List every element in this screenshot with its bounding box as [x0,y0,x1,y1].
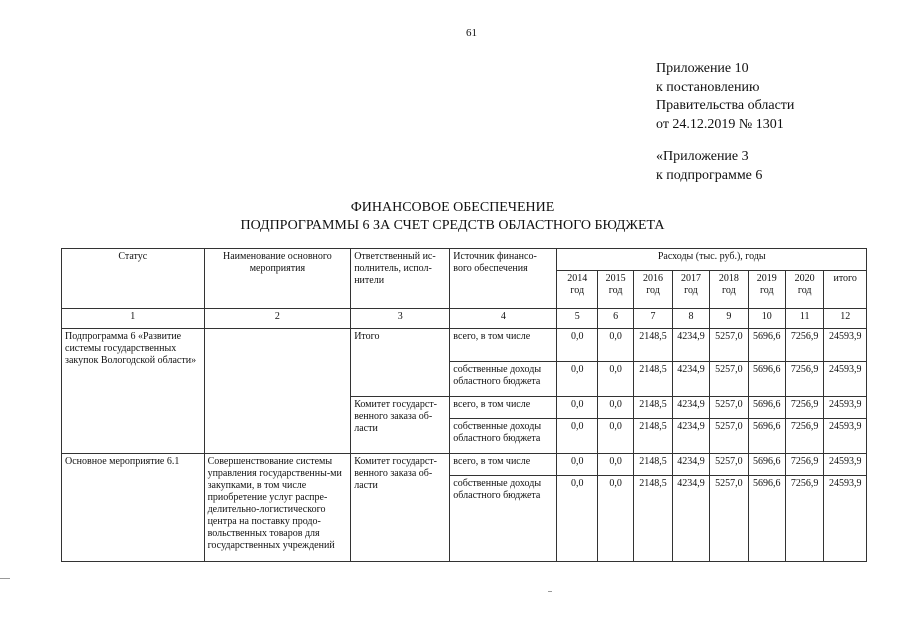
value-cell: 5696,6 [748,397,785,419]
row-executor: Комитет государст-венного заказа об-ласти [351,397,450,454]
value-cell: 5257,0 [710,419,748,454]
header-year: итого [824,271,867,309]
financing-table [61,248,867,562]
value-cell: 4234,9 [672,397,709,419]
value-cell: 0,0 [557,329,597,362]
column-number: 11 [785,309,823,329]
value-cell: 2148,5 [634,419,672,454]
value-cell: 0,0 [597,397,633,419]
value-cell: 0,0 [557,362,597,397]
value-cell: 24593,9 [824,329,867,362]
value-cell: 0,0 [557,397,597,419]
value-cell: 5257,0 [710,329,748,362]
value-cell: 24593,9 [824,397,867,419]
value-cell: 4234,9 [672,362,709,397]
value-cell: 2148,5 [634,329,672,362]
title-line: ПОДПРОГРАММЫ 6 ЗА СЧЕТ СРЕДСТВ ОБЛАСТНОГО БЮДЖЕТА [240,218,665,233]
value-cell: 5696,6 [748,329,785,362]
value-cell: 2148,5 [634,454,672,476]
value-cell: 7256,9 [785,454,823,476]
row-executor: Комитет государст-венного заказа об-ласти [351,454,450,562]
header-year: 2020 год [785,271,823,309]
page-number: 61 [466,27,477,39]
value-cell: 5257,0 [710,362,748,397]
value-cell: 7256,9 [785,419,823,454]
column-number: 6 [597,309,633,329]
header-status: Статус [62,249,205,309]
header-source: Источник финансо-вого обеспечения [450,249,557,309]
value-cell: 2148,5 [634,397,672,419]
value-cell: 0,0 [557,454,597,476]
appendix-block [656,60,794,134]
value-cell: 5696,6 [748,476,785,562]
row-status: Подпрограмма 6 «Развитие системы государственных закупок Вологодской области» [62,329,205,454]
value-cell: 0,0 [597,329,633,362]
value-cell: 5696,6 [748,419,785,454]
scan-artifact [548,591,552,592]
value-cell: 7256,9 [785,476,823,562]
value-cell: 7256,9 [785,329,823,362]
header-executor: Ответственный ис-полнитель, испол-нители [351,249,450,309]
column-number: 8 [672,309,709,329]
row-source: всего, в том числе [450,397,557,419]
column-number: 10 [748,309,785,329]
row-name: Совершенствование системы управления государственны-ми закупками, в том числе приобретение услуг распре-делительно-логистического центра на поставку продо-вольственных товаров для государственных учреждений [204,454,351,562]
title-line: ФИНАНСОВОЕ ОБЕСПЕЧЕНИЕ [350,200,555,215]
value-cell: 0,0 [597,476,633,562]
document-title [0,199,905,235]
appendix-line: Правительства области [656,98,795,113]
header-name: Наименование основного мероприятия [204,249,351,309]
value-cell: 5257,0 [710,476,748,562]
value-cell: 7256,9 [785,362,823,397]
column-number: 2 [204,309,351,329]
value-cell: 2148,5 [634,476,672,562]
value-cell: 0,0 [597,362,633,397]
value-cell: 24593,9 [824,362,867,397]
value-cell: 2148,5 [634,362,672,397]
header-year: 2018 год [710,271,748,309]
column-number: 9 [710,309,748,329]
row-source: всего, в том числе [450,329,557,362]
value-cell: 5257,0 [710,397,748,419]
appendix-line: Приложение 10 [656,61,749,76]
column-number: 3 [351,309,450,329]
row-executor: Итого [351,329,450,397]
row-source: собственные доходы областного бюджета [450,362,557,397]
value-cell: 24593,9 [824,454,867,476]
header-year: 2015 год [597,271,633,309]
value-cell: 4234,9 [672,476,709,562]
row-status: Основное мероприятие 6.1 [62,454,205,562]
appendix-line: от 24.12.2019 № 1301 [656,116,784,132]
value-cell: 0,0 [557,476,597,562]
value-cell: 0,0 [597,454,633,476]
header-expenses: Расходы (тыс. руб.), годы [557,249,867,271]
header-year: 2019 год [748,271,785,309]
column-number: 4 [450,309,557,329]
header-year: 2014 год [557,271,597,309]
appendix-line: «Приложение 3 [656,149,749,164]
appendix-line: к постановлению [656,79,760,95]
value-cell: 4234,9 [672,419,709,454]
value-cell: 7256,9 [785,397,823,419]
value-cell: 5257,0 [710,454,748,476]
column-number: 5 [557,309,597,329]
header-year: 2017 год [672,271,709,309]
value-cell: 5696,6 [748,362,785,397]
row-source: собственные доходы областного бюджета [450,419,557,454]
appendix-line: к подпрограмме 6 [656,167,763,183]
value-cell: 5696,6 [748,454,785,476]
value-cell: 4234,9 [672,454,709,476]
column-number: 1 [62,309,205,329]
row-source: всего, в том числе [450,454,557,476]
row-source: собственные доходы областного бюджета [450,476,557,562]
column-number: 12 [824,309,867,329]
appendix-block-2 [656,148,762,185]
value-cell: 24593,9 [824,419,867,454]
row-name [204,329,351,454]
value-cell: 0,0 [557,419,597,454]
scan-artifact [0,578,10,579]
header-year: 2016 год [634,271,672,309]
column-number: 7 [634,309,672,329]
value-cell: 4234,9 [672,329,709,362]
value-cell: 0,0 [597,419,633,454]
value-cell: 24593,9 [824,476,867,562]
